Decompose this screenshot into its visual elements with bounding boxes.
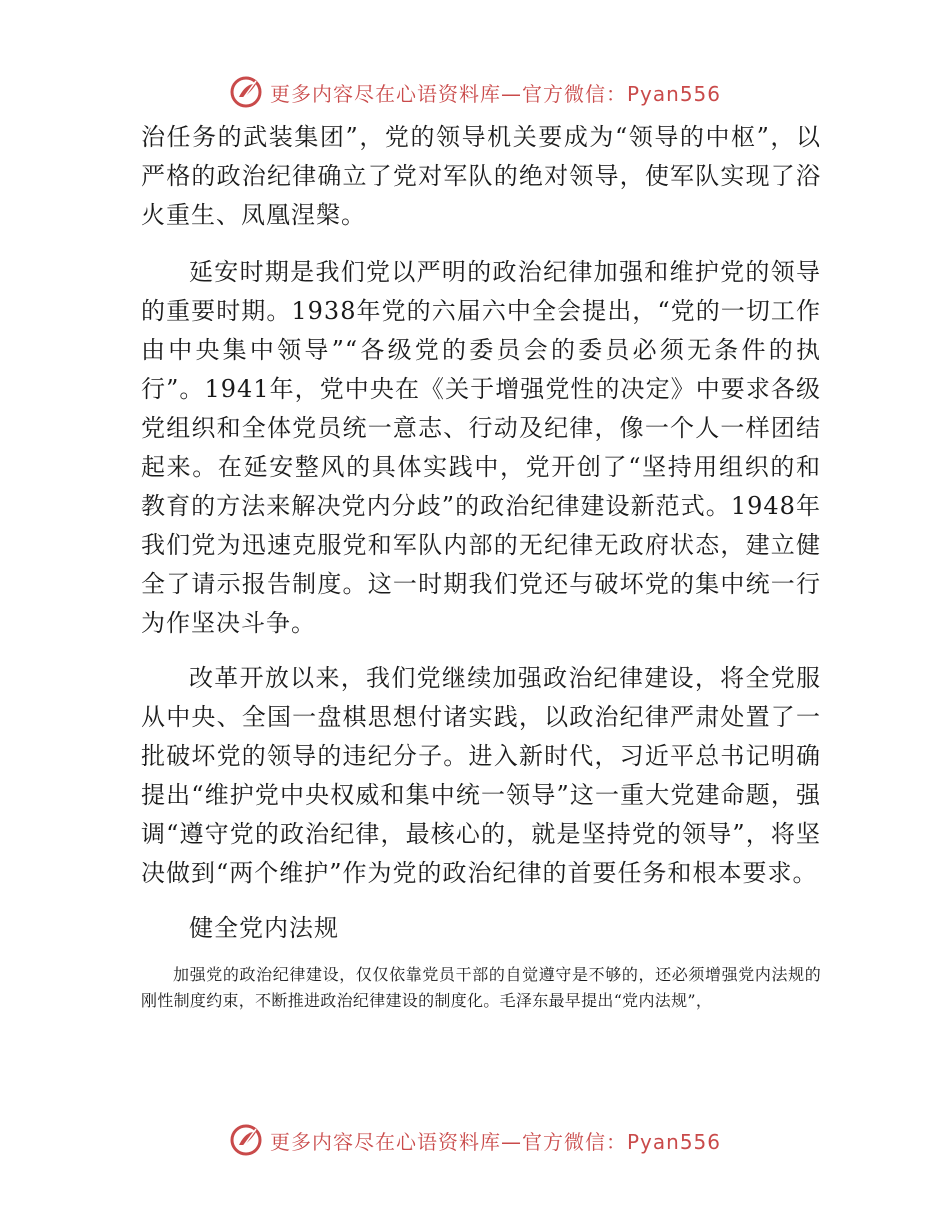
small-paragraph: 加强党的政治纪律建设，仅仅依靠党员干部的自觉遵守是不够的，还必须增强党内法规的刚性制度约束，不断推进政治纪律建设的制度化。毛泽东最早提出“党内法规”， — [141, 965, 821, 1010]
section-heading: 健全党内法规 — [189, 914, 339, 942]
paragraph-3: 改革开放以来，我们党继续加强政治纪律建设，将全党服从中央、全国一盘棋思想付诸实践，以政治纪律严肃处置了一批破坏党的领导的违纪分子。进入新时代，习近平总书记明确提出“维护党中央权威和集中统一领导”这一重大党建命题，强调“遵守党的政治纪律，最核心的，就是坚持党的领导”，将坚决做到“两个维护”作为党的政治纪律的首要任务和根本要求。 — [141, 664, 821, 887]
brand-logo-icon — [230, 1123, 264, 1157]
watermark-text: 更多内容尽在心语资料库—官方微信：Pyan556 — [270, 81, 722, 106]
watermark-footer — [230, 1120, 750, 1160]
paragraph-1: 治任务的武装集团”，党的领导机关要成为“领导的中枢”，以严格的政治纪律确立了党对军队的绝对领导，使军队实现了浴火重生、凤凰涅槃。 — [141, 123, 821, 229]
watermark-header — [230, 72, 750, 112]
watermark-text: 更多内容尽在心语资料库—官方微信：Pyan556 — [270, 1129, 722, 1154]
paragraph-2: 延安时期是我们党以严明的政治纪律加强和维护党的领导的重要时期。1938年党的六届六中全会提出，“党的一切工作由中央集中领导”“各级党的委员会的委员必须无条件的执行”。1941年，党中央在《关于增强党性的决定》中要求各级党组织和全体党员统一意志、行动及纪律，像一个人一样团结起来。在延安整风的具体实践中，党开创了“坚持用组织的和教育的方法来解决党内分歧”的政治纪律建设新范式。1948年我们党为迅速克服党和军队内部的无纪律无政府状态，建立健全了请示报告制度。这一时期我们党还与破坏党的集中统一行为作坚决斗争。 — [141, 258, 821, 637]
brand-logo-icon — [230, 75, 264, 109]
document-body — [141, 118, 821, 1014]
